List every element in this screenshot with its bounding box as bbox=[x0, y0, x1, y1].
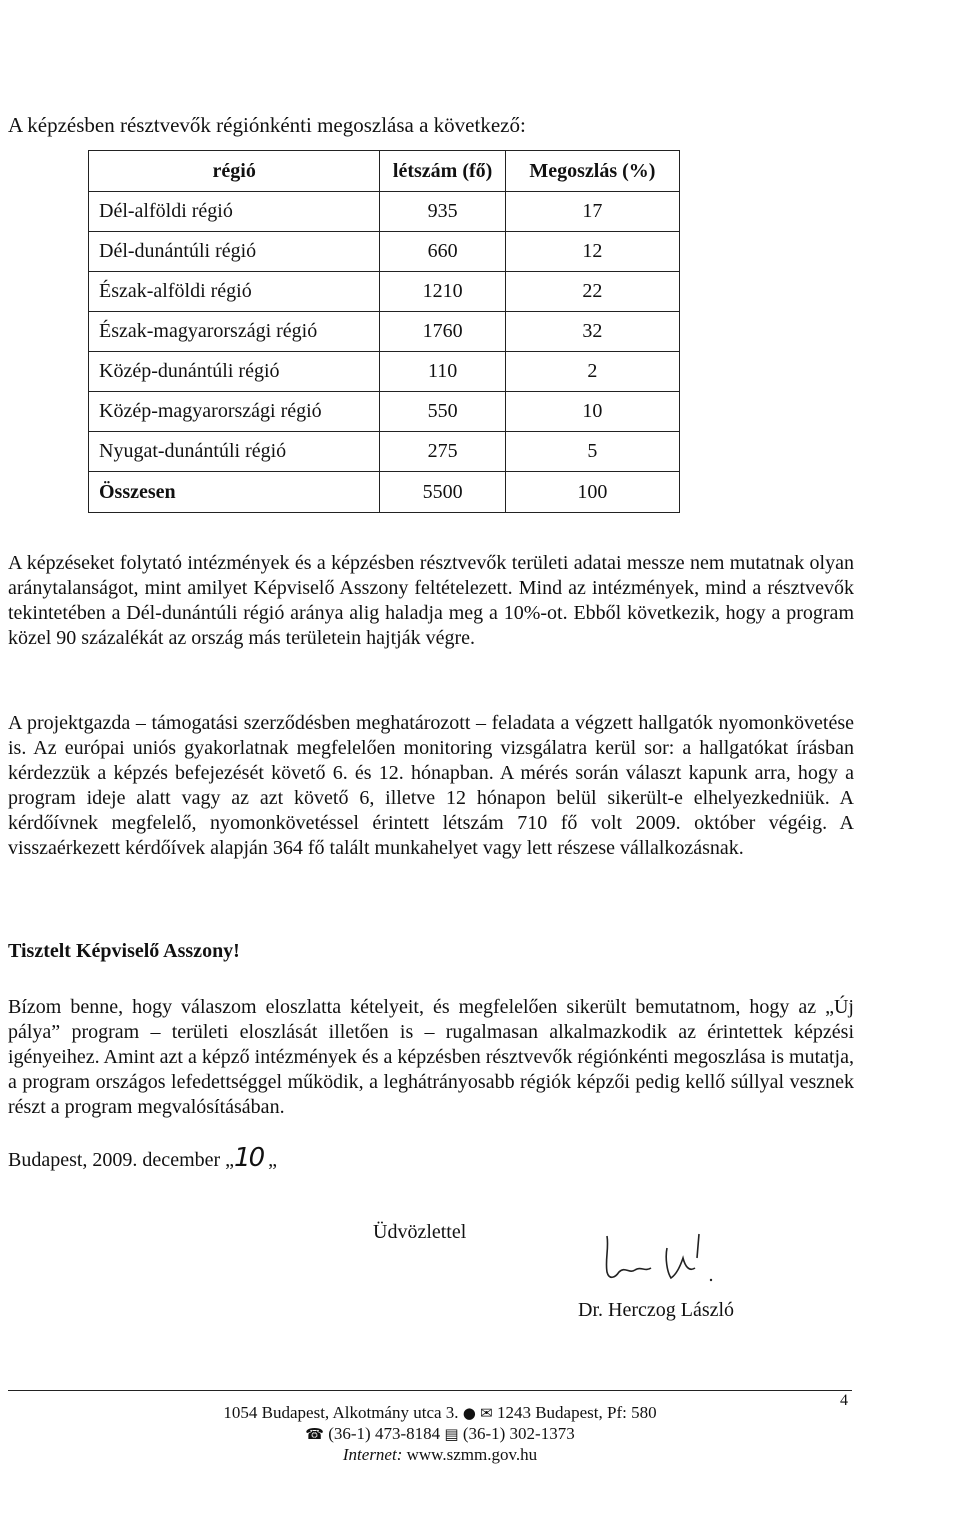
header-region: régió bbox=[89, 151, 380, 192]
table-row bbox=[89, 192, 680, 232]
cell-total-share: 100 bbox=[505, 472, 679, 513]
cell-share: 2 bbox=[505, 352, 679, 392]
table-row bbox=[89, 392, 680, 432]
cell-region: Észak-alföldi régió bbox=[89, 272, 380, 312]
cell-share: 22 bbox=[505, 272, 679, 312]
paragraph-monitoring: A projektgazda – támogatási szerződésben meghatározott – feladata a végzett hallgatók nyomonkövetése is. Az európai uniós gyakorlatnak megfelelően monitoring vizsgálatra kerül sor: a hallgatókat írásban kérdezzük a képzés befejezését követő 6. és 12. hónapban. A mérés során választ kapunk arra, hogy a program ideje alatt vagy az azt követő 6, illetve 12 hónapon belül sikerült-e elhelyezkedniük. A kérdőívnek megfelelő, nyomonkövetéssel érintett létszám 710 fő volt 2009. október végéig. A visszaérkezett kérdőívek alapján 364 fő talált munkahelyet vagy lett részese vállalkozásnak. bbox=[8, 712, 854, 859]
footer-mail-address: 1243 Budapest, Pf: 580 bbox=[496, 1403, 657, 1422]
cell-share: 17 bbox=[505, 192, 679, 232]
cell-share: 32 bbox=[505, 312, 679, 352]
closing-greeting: Üdvözlettel bbox=[373, 1221, 467, 1243]
cell-headcount: 660 bbox=[380, 232, 505, 272]
cell-total-label: Összesen bbox=[89, 472, 380, 513]
footer-contact-line bbox=[120, 1423, 760, 1445]
table-row bbox=[89, 232, 680, 272]
cell-headcount: 935 bbox=[380, 192, 505, 232]
footer-web-line bbox=[120, 1444, 760, 1465]
bullet-icon: ● bbox=[462, 1404, 476, 1422]
cell-headcount: 550 bbox=[380, 392, 505, 432]
envelope-icon: ✉ bbox=[480, 1404, 493, 1422]
cell-headcount: 110 bbox=[380, 352, 505, 392]
header-headcount: létszám (fő) bbox=[380, 151, 505, 192]
cell-share: 10 bbox=[505, 392, 679, 432]
table-row bbox=[89, 352, 680, 392]
salutation: Tisztelt Képviselő Asszony! bbox=[8, 940, 240, 962]
cell-region: Dél-dunántúli régió bbox=[89, 232, 380, 272]
footer-website: www.szmm.gov.hu bbox=[406, 1445, 538, 1464]
region-distribution-table bbox=[88, 150, 680, 513]
footer-address: 1054 Budapest, Alkotmány utca 3. bbox=[223, 1403, 459, 1422]
cell-region: Nyugat-dunántúli régió bbox=[89, 432, 380, 472]
footer-phone: (36-1) 473-8184 bbox=[328, 1424, 441, 1443]
table-row bbox=[89, 312, 680, 352]
cell-headcount: 275 bbox=[380, 432, 505, 472]
footer-fax: (36-1) 302-1373 bbox=[462, 1424, 575, 1443]
table-row bbox=[89, 272, 680, 312]
cell-headcount: 1760 bbox=[380, 312, 505, 352]
cell-region: Közép-dunántúli régió bbox=[89, 352, 380, 392]
date-suffix: „ bbox=[263, 1149, 278, 1171]
paragraph-conclusion: Bízom benne, hogy válaszom eloszlatta kételyeit, és megfelelően sikerült bemutatnom, hogy az „Új pálya” program – területi eloszlását illetően is – rugalmasan alkalmazkodik az érintettek képzési igényeihez. Amint azt a képző intézmények és a képzésben résztvevők régiónkénti megoszlása is mutatja, a program országos lefedettséggel működik, a leghátrányosabb régiók képzői pedig kellő súllyal vesznek részt a program megvalósításában. bbox=[8, 996, 854, 1118]
date-line bbox=[8, 1143, 277, 1173]
footer-address-line bbox=[120, 1402, 760, 1424]
phone-icon: ☎ bbox=[305, 1425, 324, 1443]
date-prefix: Budapest, 2009. december „ bbox=[8, 1149, 235, 1171]
page-number: 4 bbox=[840, 1392, 848, 1409]
footer-internet-label: Internet: bbox=[342, 1445, 403, 1464]
cell-share: 5 bbox=[505, 432, 679, 472]
paragraph-regional-data: A képzéseket folytató intézmények és a képzésben résztvevők területi adatai messze nem mutatnak olyan aránytalanságot, mint amilyet Képviselő Asszony feltételezett. Mind az intézmények, mind a résztvevők tekintetében a Dél-dunántúli régió aránya alig haladja meg a 10%-ot. Ebből következik, hogy a program közel 90 százalékát az ország más területein hajtják végre. bbox=[8, 552, 854, 649]
handwritten-signature bbox=[585, 1228, 735, 1300]
cell-share: 12 bbox=[505, 232, 679, 272]
cell-region: Észak-magyarországi régió bbox=[89, 312, 380, 352]
table-row bbox=[89, 432, 680, 472]
cell-headcount: 1210 bbox=[380, 272, 505, 312]
cell-total-headcount: 5500 bbox=[380, 472, 505, 513]
footer-divider bbox=[8, 1390, 852, 1391]
cell-region: Közép-magyarországi régió bbox=[89, 392, 380, 432]
header-share: Megoszlás (%) bbox=[505, 151, 679, 192]
table-total-row bbox=[89, 472, 680, 513]
date-day-handwritten: 10 bbox=[234, 1143, 264, 1173]
fax-icon: ▤ bbox=[444, 1425, 459, 1443]
cell-region: Dél-alföldi régió bbox=[89, 192, 380, 232]
table-header-row bbox=[89, 151, 680, 192]
intro-text: A képzésben résztvevők régiónkénti megoszlása a következő: bbox=[8, 113, 526, 137]
signer-name: Dr. Herczog László bbox=[578, 1299, 735, 1321]
